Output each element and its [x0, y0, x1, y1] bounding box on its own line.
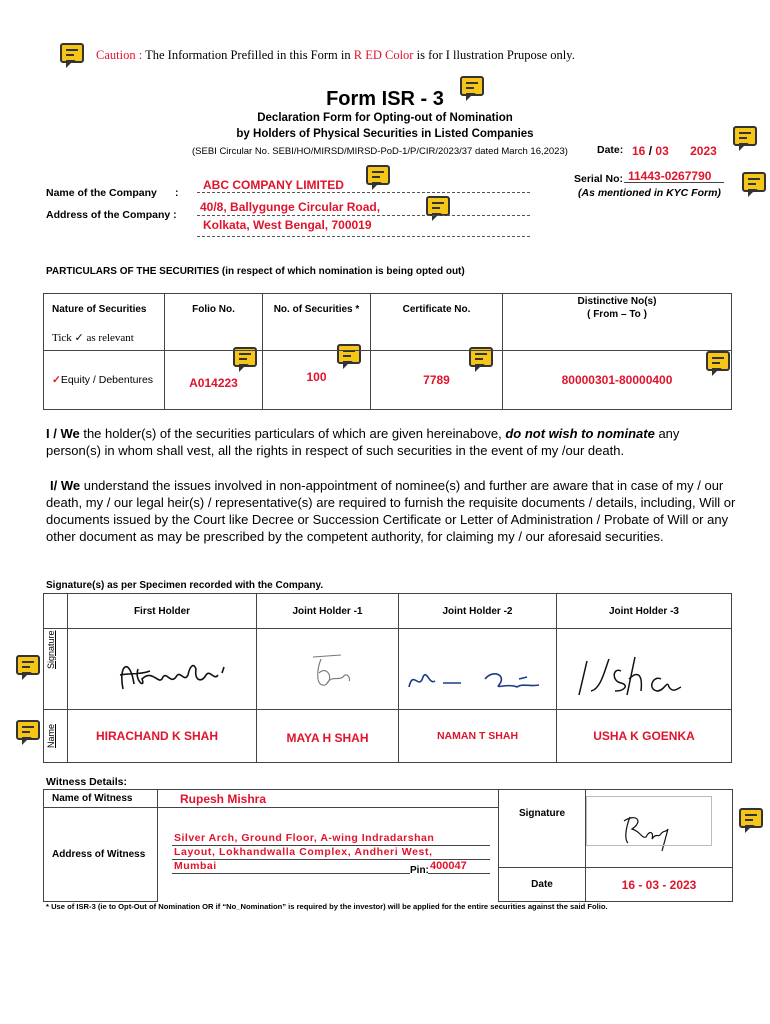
certificate-header: Certificate No. — [371, 294, 503, 351]
declaration-paragraph-1 — [46, 425, 736, 459]
distinctive-header: Distinctive No(s) — [577, 296, 657, 307]
handwritten-signature — [257, 629, 398, 709]
comment-icon[interactable] — [60, 43, 84, 63]
distinctive-value[interactable]: 80000301-80000400 — [503, 351, 732, 410]
para1-text1: the holder(s) of the securities particulars of which are given hereinabove, — [79, 426, 506, 441]
witness-pin-label: Pin: — [410, 865, 429, 876]
witness-address-cell[interactable] — [158, 808, 499, 902]
date-month: 03 — [655, 144, 669, 158]
check-icon[interactable]: ✓ — [52, 374, 61, 386]
witness-address-label: Address of Witness — [44, 808, 158, 902]
signature-heading: Signature(s) as per Specimen recorded with the Company. — [46, 580, 324, 591]
joint-holder-2-header: Joint Holder -2 — [399, 594, 557, 629]
comment-icon[interactable] — [16, 720, 40, 740]
signature-row-label-cell — [44, 629, 68, 710]
company-name-value: ABC COMPANY LIMITED — [203, 178, 344, 192]
count-header: No. of Securities * — [263, 294, 371, 351]
witness-address-line1: Silver Arch, Ground Floor, A-wing Indradarshan — [174, 832, 435, 844]
caution-banner — [96, 48, 575, 63]
page-title: Form ISR - 3 — [326, 88, 444, 110]
witness-pin-value: 400047 — [430, 860, 467, 872]
subtitle-2: by Holders of Physical Securities in Listed Companies — [236, 128, 534, 140]
para1-lead: I / We — [46, 426, 80, 441]
distinctive-header-cell — [503, 294, 732, 351]
witness-address-line3: Mumbai — [174, 860, 217, 872]
circular-reference: (SEBI Circular No. SEBI/HO/MIRSD/MIRSD-PoD-1/P/CIR/2023/37 dated March 16,2023) — [192, 146, 568, 157]
distinctive-range-header: ( From – To ) — [587, 309, 647, 320]
joint-holder-2-signature[interactable] — [399, 629, 557, 710]
name-row-label: Name — [46, 723, 56, 748]
handwritten-signature — [399, 629, 556, 709]
date-label: Date: — [597, 144, 624, 156]
witness-table — [43, 789, 733, 902]
caution-red-word: R ED Color — [353, 48, 414, 62]
witness-date-label: Date — [499, 868, 586, 902]
joint-holder-1-name[interactable]: MAYA H SHAH — [257, 710, 399, 763]
comment-icon[interactable] — [742, 172, 766, 192]
caution-text-2: is for I llustration Prupose only. — [416, 48, 575, 62]
joint-holder-3-signature[interactable] — [557, 629, 732, 710]
footnote: * Use of ISR-3 (ie to Opt-Out of Nomination OR if “No_Nomination” is required by the investor) will be applied for the entire securities against the said Folio. — [46, 902, 608, 911]
nature-cell[interactable] — [44, 351, 165, 410]
date-year: 2023 — [690, 144, 717, 158]
nature-value: Equity / Debentures — [60, 374, 154, 386]
signature-row-label: Signature — [46, 630, 56, 669]
folio-value[interactable]: A014223 — [165, 351, 263, 410]
para1-emphasis: do not wish to nominate — [505, 426, 655, 441]
nature-header-cell — [44, 294, 165, 351]
para1-text2: any person(s) in whom shall vest, all the rights in respect of such securities in the event of my /our death. — [46, 426, 680, 458]
first-holder-signature[interactable] — [68, 629, 257, 710]
witness-heading: Witness Details: — [46, 776, 128, 788]
holders-table — [43, 593, 732, 763]
witness-date-value[interactable]: 16 - 03 - 2023 — [586, 868, 733, 902]
witness-name-label: Name of Witness — [44, 790, 158, 808]
para2-lead: I/ We — [50, 478, 81, 493]
folio-header: Folio No. — [165, 294, 263, 351]
witness-signature[interactable] — [586, 790, 733, 868]
caution-text: The Information Prefilled in this Form in — [145, 48, 351, 62]
particulars-heading: PARTICULARS OF THE SECURITIES (in respect of which nomination is being opted out) — [46, 266, 465, 277]
joint-holder-3-name[interactable]: USHA K GOENKA — [557, 710, 732, 763]
nature-header: Nature of Securities — [52, 304, 147, 315]
first-holder-header: First Holder — [68, 594, 257, 629]
date-day: 16 — [632, 144, 646, 158]
joint-holder-2-name[interactable]: NAMAN T SHAH — [399, 710, 557, 763]
date-value — [632, 144, 717, 158]
company-address-line2: Kolkata, West Bengal, 700019 — [203, 218, 372, 232]
handwritten-signature — [68, 629, 256, 709]
joint-holder-3-header: Joint Holder -3 — [557, 594, 732, 629]
company-address-line1: 40/8, Ballygunge Circular Road, — [200, 200, 381, 214]
declaration-paragraph-2 — [46, 477, 736, 545]
serial-value: 11443-0267790 — [628, 169, 712, 183]
witness-address-line2: Layout, Lokhandwalla Complex, Andheri West, — [174, 846, 433, 858]
serial-label: Serial No: — [574, 173, 624, 185]
company-name-colon: : — [175, 187, 179, 199]
name-row-label-cell — [44, 710, 68, 763]
certificate-value[interactable]: 7789 — [371, 351, 503, 410]
comment-icon[interactable] — [426, 196, 450, 216]
joint-holder-1-signature[interactable] — [257, 629, 399, 710]
serial-note: (As mentioned in KYC Form) — [578, 187, 721, 199]
company-address-label: Address of the Company : — [46, 209, 177, 221]
tick-instruction: Tick ✓ as relevant — [52, 332, 134, 344]
company-name-label: Name of the Company — [46, 187, 157, 199]
securities-table — [43, 293, 732, 410]
witness-name-value[interactable]: Rupesh Mishra — [158, 790, 499, 808]
caution-label: Caution : — [96, 48, 143, 62]
comment-icon[interactable] — [366, 165, 390, 185]
para2-text: understand the issues involved in non-appointment of nominee(s) and further are aware that in case of my / our death, my / our legal heir(s) / representative(s) are required to furnish the requisite documents / details, including, Will or documents issued by the Court like Decree or Succession Certificate or Letter of Administration / Probate of Will or any other document as may be prescribed by the competent authority, for claiming my / our aforesaid securities. — [46, 478, 736, 544]
handwritten-signature — [557, 629, 727, 709]
comment-icon[interactable] — [16, 655, 40, 675]
first-holder-name[interactable]: HIRACHAND K SHAH — [68, 710, 257, 763]
date-sep: / — [648, 144, 653, 158]
joint-holder-1-header: Joint Holder -1 — [257, 594, 399, 629]
comment-icon[interactable] — [739, 808, 763, 828]
subtitle-1: Declaration Form for Opting-out of Nomination — [257, 112, 513, 124]
witness-signature-label: Signature — [499, 790, 586, 868]
count-value[interactable]: 100 — [263, 351, 371, 410]
